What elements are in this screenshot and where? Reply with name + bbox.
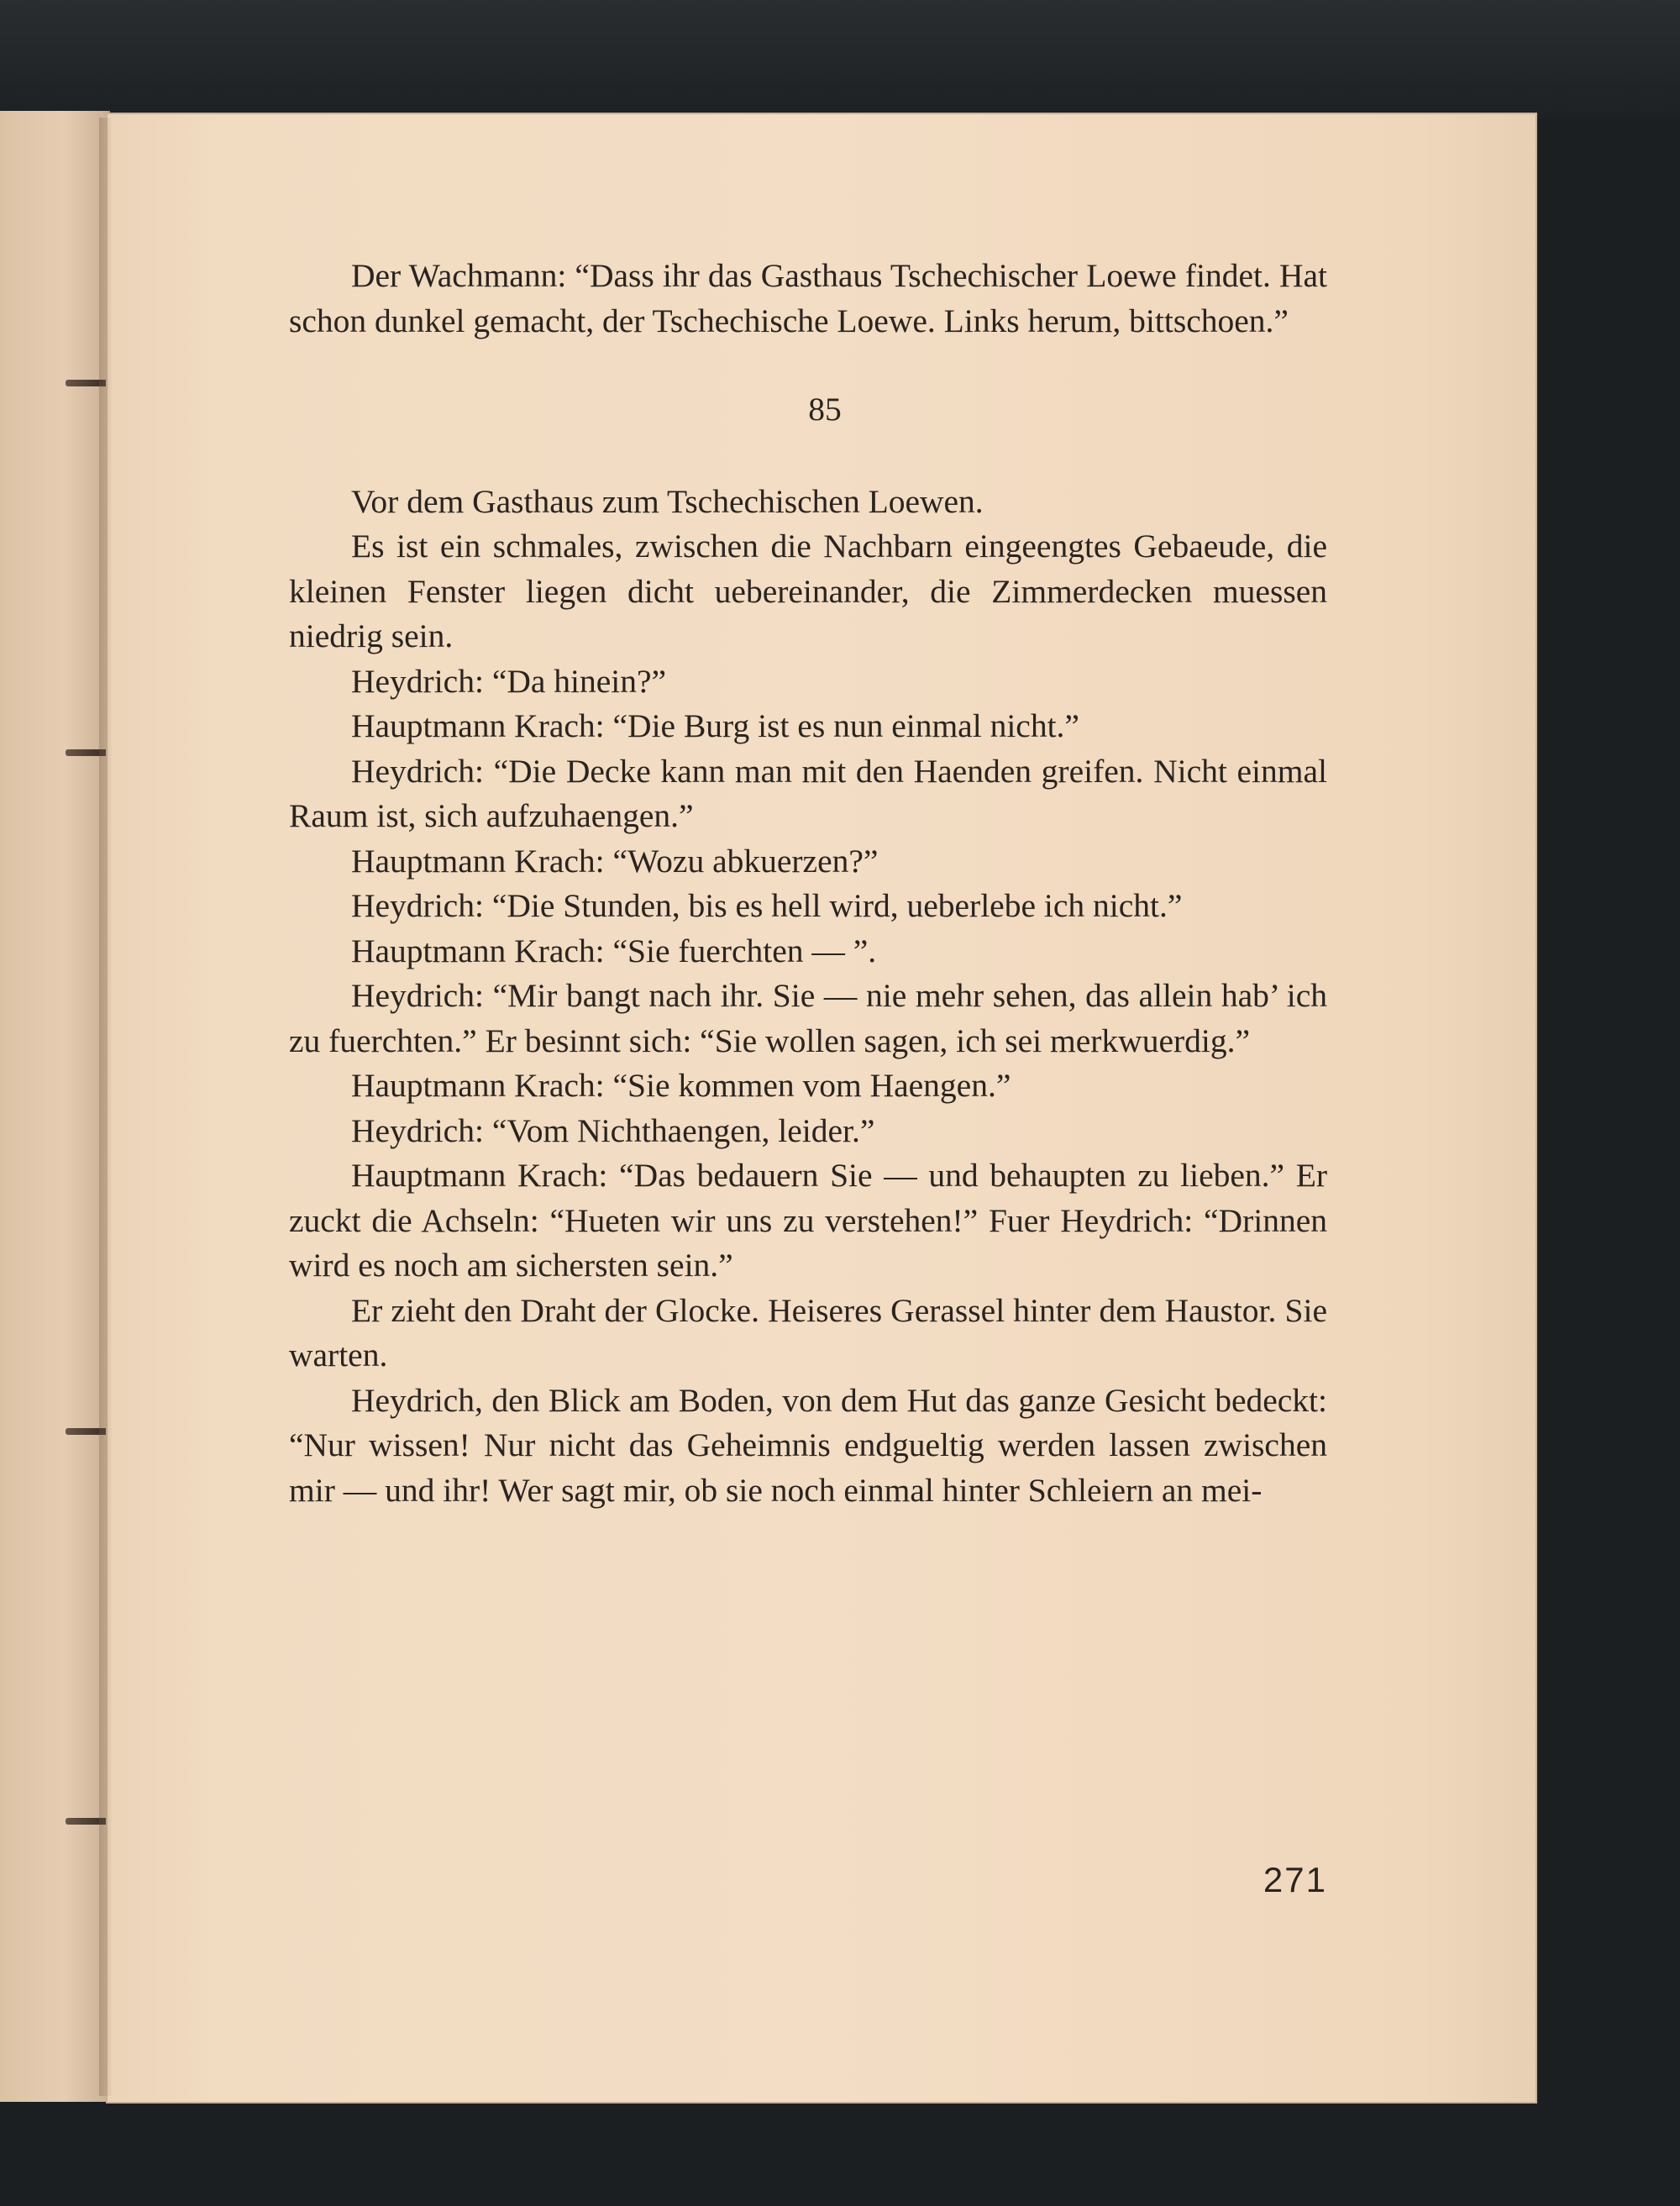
paragraph: Hauptmann Krach: “Sie fuerchten — ”.	[351, 932, 877, 969]
page-number: 271	[1263, 1860, 1327, 1899]
paragraph: Hauptmann Krach: “Die Burg ist es nun einmal nicht.”	[351, 707, 1079, 744]
spine-shadow	[99, 118, 113, 2096]
section-number: 85	[808, 391, 842, 428]
paragraph: Hauptmann Krach: “Sie kommen vom Haengen.”	[351, 1067, 1011, 1104]
paragraph: Hauptmann Krach: “Wozu abkuerzen?”	[351, 842, 879, 880]
scan-background	[0, 0, 1680, 118]
paragraph: Heydrich, den Blick am Boden, von dem Hut das ganze Gesicht bedeckt: “Nur wissen! Nur nicht das Geheimnis endgueltig werden lassen zwischen mir — und ihr! Wer sagt mir, ob sie noch einmal hinter Schleiern an mei-	[289, 1381, 1327, 1509]
paragraph: Heydrich: “Mir bangt nach ihr. Sie — nie mehr sehen, das allein hab’ ich zu fuerchten.” Er besinnt sich: “Sie wollen sagen, ich sei merkwuerdig.”	[289, 977, 1327, 1059]
page-text	[289, 254, 1327, 1513]
paragraph: Heydrich: “Die Decke kann man mit den Haenden greifen. Nicht einmal Raum ist, sich aufzuhaengen.”	[289, 752, 1327, 834]
facing-page-edge	[0, 111, 110, 2102]
paragraph: Heydrich: “Die Stunden, bis es hell wird, ueberlebe ich nicht.”	[351, 887, 1183, 924]
paragraph: Heydrich: “Vom Nichthaengen, leider.”	[351, 1111, 875, 1149]
paragraph: Er zieht den Draht der Glocke. Heiseres Gerassel hinter dem Haustor. Sie warten.	[289, 1291, 1327, 1373]
paragraph: Hauptmann Krach: “Das bedauern Sie — und behaupten zu lieben.” Er zuckt die Achseln: “Hueten wir uns zu verstehen!” Fuer Heydrich: “Drinnen wird es noch am sichersten sein.”	[289, 1157, 1327, 1284]
intro-paragraph: Der Wachmann: “Dass ihr das Gasthaus Tschechischer Loewe findet. Hat schon dunkel gemacht, der Tschechische Loewe. Links herum, bittschoen.”	[289, 257, 1327, 339]
paragraph: Heydrich: “Da hinein?”	[351, 662, 667, 700]
paragraph: Es ist ein schmales, zwischen die Nachbarn eingeengtes Gebaeude, die kleinen Fenster liegen dicht uebereinander, die Zimmerdecken muessen niedrig sein.	[289, 528, 1327, 654]
paragraph: Vor dem Gasthaus zum Tschechischen Loewen.	[351, 482, 984, 520]
